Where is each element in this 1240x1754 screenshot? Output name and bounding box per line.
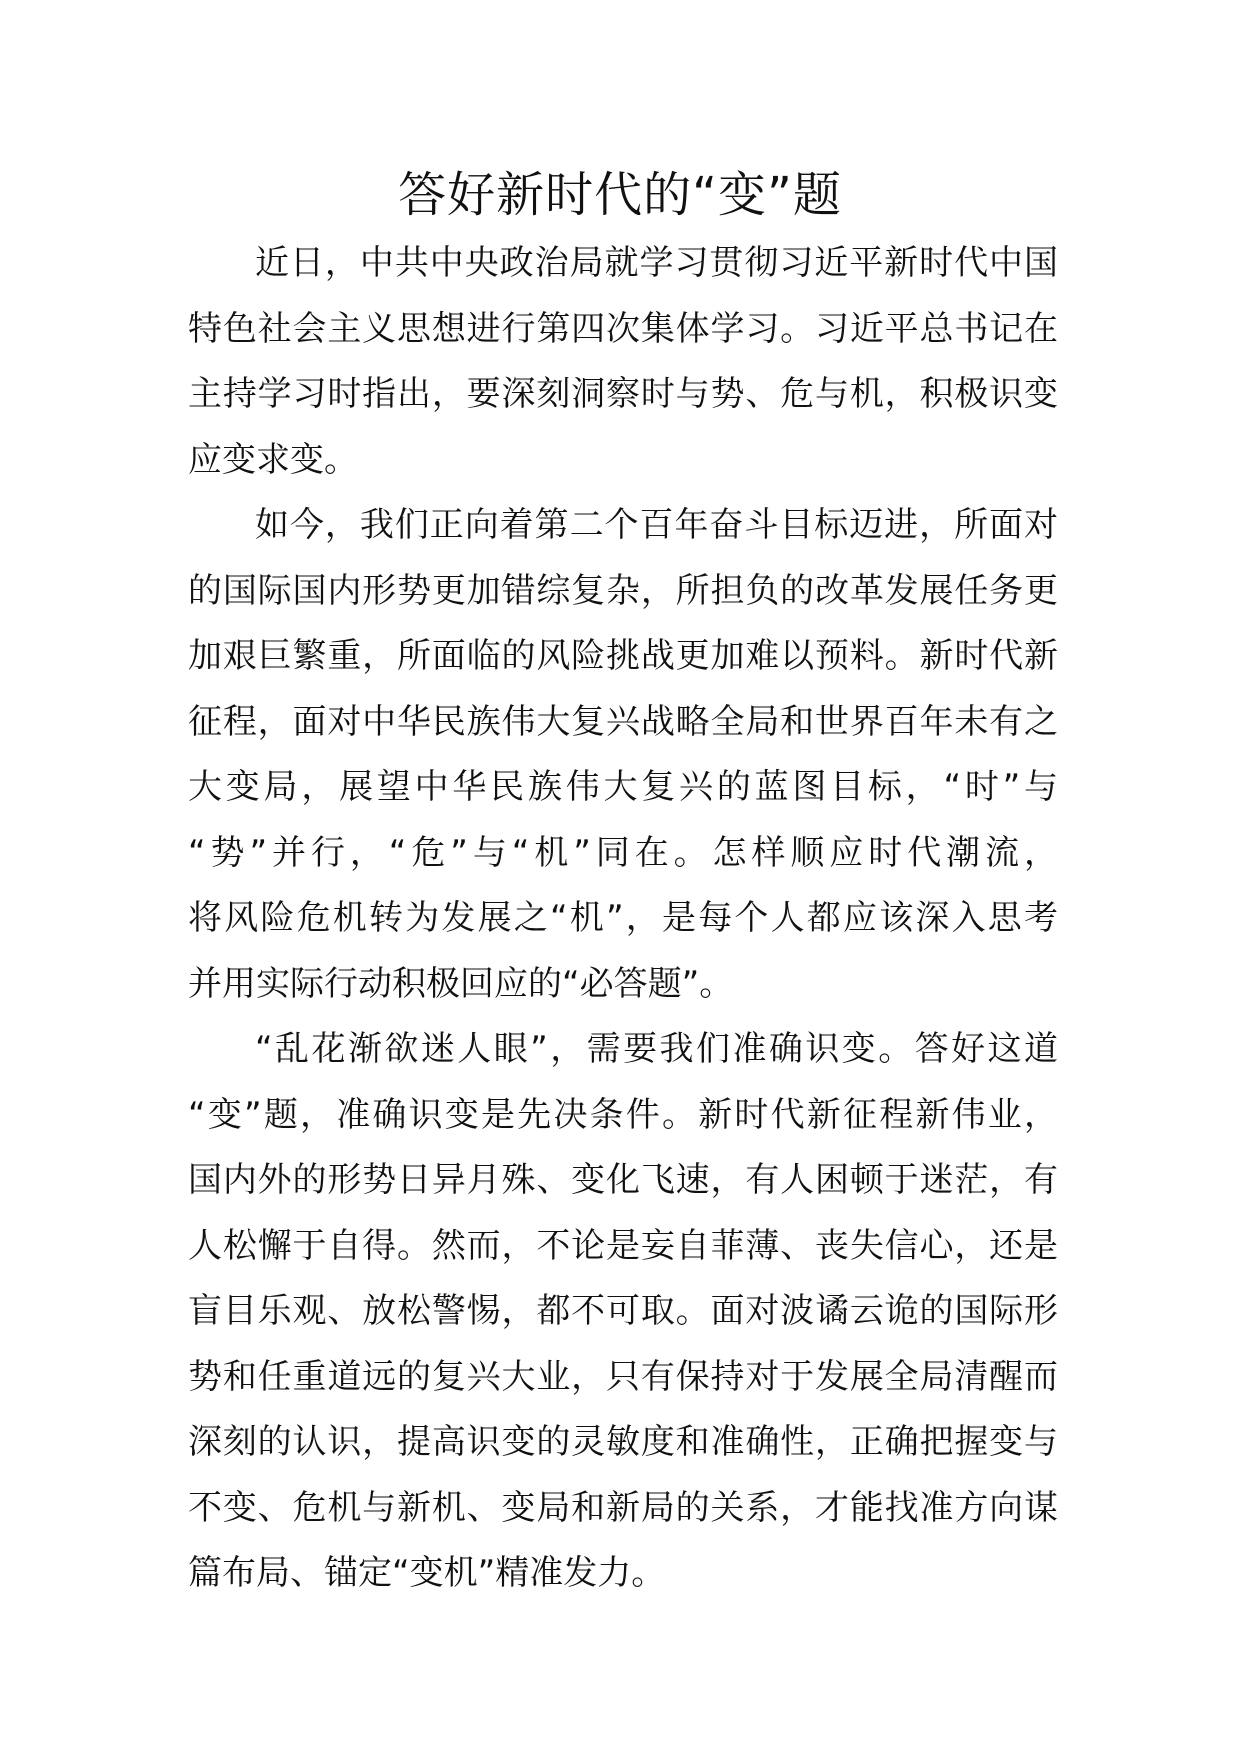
paragraph-line: “乱花渐欲迷人眼”，需要我们准确识变。答好这道 bbox=[255, 1029, 1058, 1069]
paragraph-line: 盲目乐观、放松警惕，都不可取。面对波谲云诡的国际形 bbox=[188, 1291, 1058, 1331]
paragraph-line: 篇布局、锚定“变机”精准发力。 bbox=[188, 1553, 666, 1593]
paragraph-line: 应变求变。 bbox=[188, 439, 358, 480]
paragraph-line: 国内外的形势日异月殊、变化飞速，有人困顿于迷茫，有 bbox=[188, 1160, 1058, 1200]
paragraph-line: “变”题，准确识变是先决条件。新时代新征程新伟业， bbox=[188, 1094, 1058, 1135]
paragraph-line: 深刻的认识，提高识变的灵敏度和准确性，正确把握变与 bbox=[188, 1422, 1058, 1462]
paragraph-line: 征程，面对中华民族伟大复兴战略全局和世界百年未有之 bbox=[188, 701, 1058, 742]
paragraph-line: 将风险危机转为发展之“机”，是每个人都应该深入思考 bbox=[188, 898, 1058, 938]
paragraph-2 bbox=[188, 493, 1058, 1017]
paragraph-3 bbox=[188, 1017, 1058, 1607]
paragraph-line: 不变、危机与新机、变局和新局的关系，才能找准方向谋 bbox=[188, 1487, 1058, 1528]
document-title: 答好新时代的“变”题 bbox=[398, 167, 842, 223]
paragraph-line: “势”并行，“危”与“机”同在。怎样顺应时代潮流， bbox=[188, 832, 1058, 873]
paragraph-line: 近日，中共中央政治局就学习贯彻习近平新时代中国 bbox=[255, 243, 1058, 283]
paragraph-line: 特色社会主义思想进行第四次集体学习。习近平总书记在 bbox=[188, 308, 1058, 349]
paragraph-line: 人松懈于自得。然而，不论是妄自菲薄、丧失信心，还是 bbox=[188, 1225, 1058, 1266]
paragraph-line: 如今，我们正向着第二个百年奋斗目标迈进，所面对 bbox=[255, 505, 1058, 545]
paragraph-1 bbox=[188, 231, 1058, 493]
paragraph-line: 的国际国内形势更加错综复杂，所担负的改革发展任务更 bbox=[188, 570, 1058, 611]
paragraph-line: 加艰巨繁重，所面临的风险挑战更加难以预料。新时代新 bbox=[188, 636, 1058, 676]
document-body bbox=[188, 231, 1058, 1607]
paragraph-line: 主持学习时指出，要深刻洞察时与势、危与机，积极识变 bbox=[188, 374, 1058, 414]
paragraph-line: 大变局，展望中华民族伟大复兴的蓝图目标，“时”与 bbox=[188, 767, 1058, 807]
paragraph-line: 并用实际行动积极回应的“必答题”。 bbox=[188, 963, 734, 1004]
paragraph-line: 势和任重道远的复兴大业，只有保持对于发展全局清醒而 bbox=[188, 1356, 1058, 1397]
